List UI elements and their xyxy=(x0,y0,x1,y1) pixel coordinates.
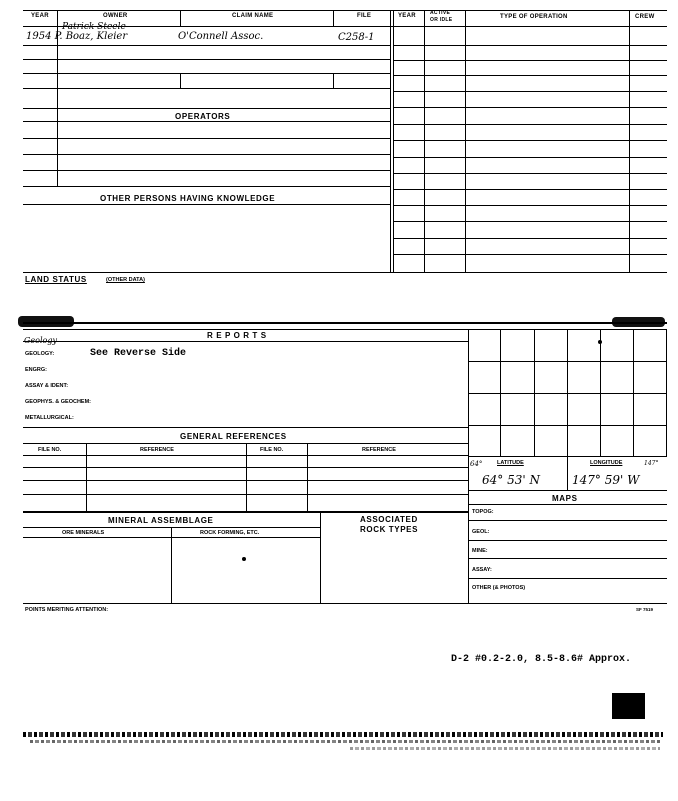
row-rule xyxy=(393,140,667,141)
engrg-label: ENGRG: xyxy=(25,367,47,373)
row-rule xyxy=(393,189,667,190)
col-crew: CREW xyxy=(635,14,655,20)
rock-types-heading: ROCK TYPES xyxy=(360,525,419,534)
col-line xyxy=(390,10,391,272)
row-rule xyxy=(23,88,390,89)
row-rule xyxy=(393,91,667,92)
row-rule xyxy=(393,107,667,108)
row-rule xyxy=(23,511,468,513)
row-rule xyxy=(23,537,320,538)
land-status-heading: LAND STATUS xyxy=(25,275,87,284)
scan-noise xyxy=(350,747,660,750)
col-active: ACTIVE xyxy=(430,10,451,16)
col-claim-name: CLAIM NAME xyxy=(232,13,274,19)
grid-dot xyxy=(598,340,602,344)
handwritten-year-owner: 1954 P. Boaz, Kleier xyxy=(26,31,128,42)
row-rule xyxy=(23,154,390,155)
row-rule xyxy=(468,540,667,541)
col-line xyxy=(393,10,394,272)
row-rule xyxy=(23,603,468,604)
maps-mine: MINE: xyxy=(472,548,488,554)
row-rule xyxy=(23,341,468,342)
other-persons-heading: OTHER PERSONS HAVING KNOWLEDGE xyxy=(100,194,276,203)
col-line xyxy=(629,10,630,272)
col-or-idle: OR IDLE xyxy=(430,17,453,23)
row-rule xyxy=(468,520,667,521)
col-line xyxy=(333,73,334,89)
operators-heading: OPERATORS xyxy=(175,112,231,121)
row-rule xyxy=(23,455,468,456)
metallurgical-label: METALLURGICAL: xyxy=(25,415,74,421)
row-rule xyxy=(393,45,667,46)
assay-label: ASSAY & IDENT: xyxy=(25,383,69,389)
col-owner: OWNER xyxy=(103,13,128,19)
row-rule xyxy=(393,173,667,174)
general-references-heading: GENERAL REFERENCES xyxy=(180,432,287,441)
handwritten-claim-name: O'Connell Assoc. xyxy=(178,31,264,42)
row-rule xyxy=(393,205,667,206)
reports-top-rule xyxy=(23,322,667,324)
top-bottom-border xyxy=(23,272,667,273)
row-rule xyxy=(468,603,667,604)
mineral-assemblage-heading: MINERAL ASSEMBLAGE xyxy=(108,516,214,525)
row-rule xyxy=(393,238,667,239)
reports-heading: R E P O R T S xyxy=(207,331,267,340)
handwritten-file: C258-1 xyxy=(338,32,375,43)
col-line xyxy=(86,443,87,511)
ink-dot xyxy=(242,557,246,561)
latitude-value: 64° 53' N xyxy=(482,473,540,487)
row-rule xyxy=(468,558,667,559)
geophys-label: GEOPHYS. & GEOCHEM: xyxy=(25,399,92,405)
row-rule xyxy=(393,254,667,255)
row-rule xyxy=(393,124,667,125)
row-rule xyxy=(23,59,390,60)
geology-value: See Reverse Side xyxy=(90,348,187,359)
row-rule xyxy=(23,108,390,109)
top-border xyxy=(23,10,667,11)
land-status-sub: (OTHER DATA) xyxy=(106,277,145,283)
maps-heading: MAPS xyxy=(552,494,578,503)
col-line xyxy=(333,10,334,27)
black-block xyxy=(612,693,645,719)
lat-prefix: 64° xyxy=(470,460,483,468)
row-rule xyxy=(468,490,667,491)
ore-minerals-label: ORE MINERALS xyxy=(62,530,105,536)
row-rule xyxy=(468,504,667,505)
reports-top-rule-2 xyxy=(23,329,667,330)
scan-noise xyxy=(23,732,663,737)
grid-line xyxy=(468,425,667,426)
row-rule xyxy=(23,480,468,481)
row-rule xyxy=(468,578,667,579)
col-year: YEAR xyxy=(31,13,49,19)
col-line xyxy=(424,10,425,272)
col-line xyxy=(180,73,181,89)
long-suffix: 147° xyxy=(644,460,659,467)
grid-line xyxy=(468,361,667,362)
col-line xyxy=(246,443,247,511)
row-rule xyxy=(23,45,390,46)
row-rule xyxy=(23,138,390,139)
col-line xyxy=(171,527,172,603)
row-rule xyxy=(23,121,390,122)
col-line xyxy=(307,443,308,511)
grid-line xyxy=(468,393,667,394)
row-rule xyxy=(23,204,390,205)
rock-forming-label: ROCK FORMING, ETC. xyxy=(200,530,260,536)
col-line xyxy=(468,329,469,603)
col-line xyxy=(465,10,466,272)
handwritten-owner-first-names: Patrick Steele xyxy=(62,22,126,32)
maps-geol: GEOL: xyxy=(472,529,490,535)
row-rule xyxy=(23,467,468,468)
scribble-geology: Geology xyxy=(24,336,57,345)
ref-reference-2: REFERENCE xyxy=(362,447,396,453)
latitude-label: LATITUDE xyxy=(497,460,524,466)
longitude-label: LONGITUDE xyxy=(590,460,623,466)
maps-topog: TOPOG: xyxy=(472,509,494,515)
col-line xyxy=(180,10,181,27)
row-rule xyxy=(393,157,667,158)
row-rule xyxy=(23,73,390,74)
form-number: SF 7519 xyxy=(636,607,654,612)
ref-file-no: FILE NO. xyxy=(38,447,62,453)
row-rule xyxy=(23,427,468,428)
col-type-of-operation: TYPE OF OPERATION xyxy=(500,14,568,20)
scan-noise xyxy=(30,740,660,743)
associated-heading: ASSOCIATED xyxy=(360,515,418,524)
row-rule xyxy=(23,494,468,495)
points-meriting-attention: POINTS MERITING ATTENTION: xyxy=(25,607,109,613)
row-rule xyxy=(23,186,390,187)
maps-assay: ASSAY: xyxy=(472,567,492,573)
row-rule xyxy=(393,221,667,222)
row-rule xyxy=(23,170,390,171)
longitude-value: 147° 59' W xyxy=(572,473,640,487)
col-line xyxy=(320,511,321,603)
geology-label: GEOLOGY: xyxy=(25,351,55,357)
ref-file-no-2: FILE NO. xyxy=(260,447,284,453)
row-rule xyxy=(393,60,667,61)
ref-reference: REFERENCE xyxy=(140,447,174,453)
col-line xyxy=(567,456,568,490)
col-year-2: YEAR xyxy=(398,13,416,19)
row-rule xyxy=(393,75,667,76)
typed-note: D-2 #0.2-2.0, 8.5-8.6# Approx. xyxy=(451,654,632,665)
maps-other: OTHER (& PHOTOS) xyxy=(472,585,526,591)
col-file: FILE xyxy=(357,13,372,19)
